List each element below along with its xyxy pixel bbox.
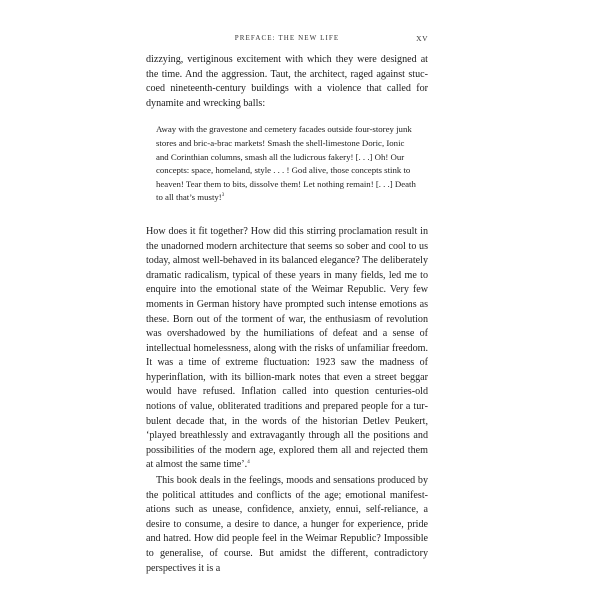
paragraph-2 xyxy=(146,225,428,473)
running-title: PREFACE: THE NEW LIFE xyxy=(234,34,340,42)
book-page xyxy=(146,34,428,576)
paragraph-2-note-ref: 4 xyxy=(247,460,250,466)
page-number: XV xyxy=(416,34,428,43)
running-header xyxy=(146,34,428,46)
paragraph-1: dizzying, vertiginous excitement with which they were designed at the time. And the aggression. Taut, the architect, raged against stuccoed nineteenth-century buildings with a violence that called for dynamite and wrecking balls: xyxy=(146,54,428,109)
block-quote-note-ref: 3 xyxy=(221,193,225,199)
block-quote-text: Away with the gravestone and cemetery facades outside four-storey junk stores and bric-a-brac markets! Smash the shell-limestone Doric, Ionic and Corinthian columns, smash all the ludicrous fakery! [. . .] Oh! Our concepts: space, homeland, style . . . ! God alive, those concepts stink to heaven! Tear them to bits, dissolve them! Let nothing remain! [. . .] Death to all that’s musty! xyxy=(156,124,416,203)
paragraph-3: This book deals in the feelings, moods and sensations produced by the political attitudes and conflicts of the age; emotional manifestations such as unease, confidence, anxiety, ennui, self-reliance, a desire to consume, a desire to dance, a hunger for experience, pride and hatred. How did people feel in the Weimar Republic? Impossible to generalise, of course. But amidst the different, contradictory perspectives it is a xyxy=(146,475,428,574)
paragraph-2-text: How does it fit together? How did this stirring proclamation result in the unadorned modern architecture that seems so sober and cool to us today, almost well-behaved in its balanced elegance? The deliberately dramatic radicalism, typical of these years in many fields, led me to enquire into the emotional state of the Weimar Republic. Very few moments in German history have prompted such intense emotions as these. Born out of the torment of war, the enthusiasm of revolution was overshadowed by the humiliations of defeat and a sense of intellectual homelessness, along with the risks of unfamiliar freedom. It was a time of extreme fluctuation: 1923 saw the madness of hyperinflation, with its billion-mark notes that even a street beggar would have refused. Inflation called into question centuries-old notions of value, obliterated traditions and prepared people for a turbulent decade that, in the words of the historian Detlev Peukert, ‘played breathlessly and extravagantly through all the positions and possibilities of the modern age, explored them all and rejected them at almost the same time’. xyxy=(146,225,428,471)
block-quote xyxy=(156,123,418,205)
